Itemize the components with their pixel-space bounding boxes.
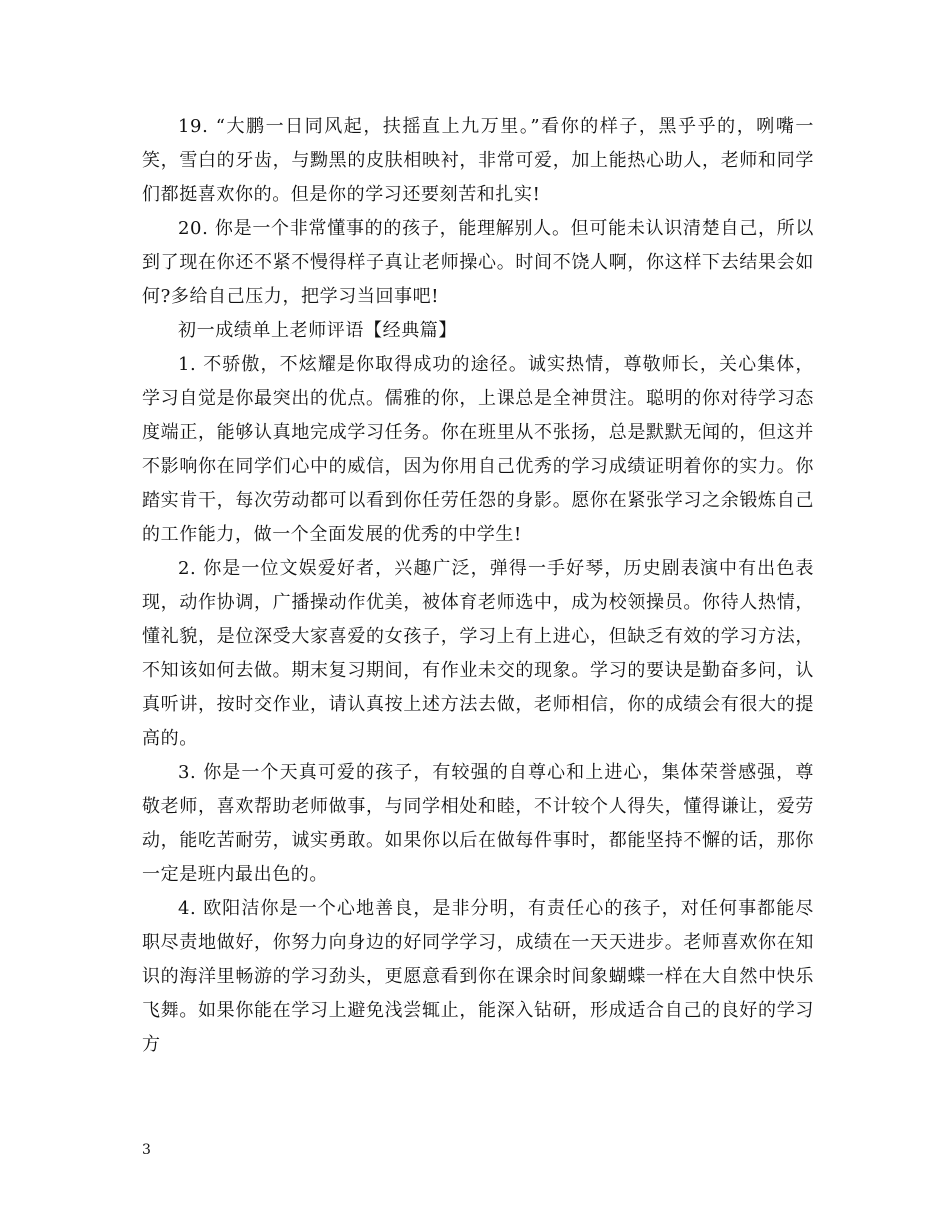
comment-paragraph-2: 2. 你是一位文娱爱好者，兴趣广泛，弹得一手好琴，历史剧表演中有出色表现，动作协调，广播操动作优美，被体育老师选中，成为校领操员。你待人热情，懂礼貌，是位深受大家喜爱的女孩子，学习上有上进心，但缺乏有效的学习方法，不知该如何去做。期末复习期间，有作业未交的现象。学习的要诀是勤奋多问，认真听讲，按时交作业，请认真按上述方法去做，老师相信，你的成绩会有很大的提高的。 <box>142 558 814 749</box>
comment-paragraph-1: 1. 不骄傲，不炫耀是你取得成功的途径。诚实热情，尊敬师长，关心集体，学习自觉是你最突出的优点。儒雅的你，上课总是全神贯注。聪明的你对待学习态度端正，能够认真地完成学习任务。你在班里从不张扬，总是默默无闻的，但这并不影响你在同学们心中的威信，因为你用自己优秀的学习成绩证明着你的实力。你踏实肯干，每次劳动都可以看到你任劳任怨的身影。愿你在紧张学习之余锻炼自己的工作能力，做一个全面发展的优秀的中学生! <box>142 354 814 545</box>
section-heading: 初一成绩单上老师评语【经典篇】 <box>178 320 457 341</box>
comment-paragraph-3: 3. 你是一个天真可爱的孩子，有较强的自尊心和上进心，集体荣誉感强，尊敬老师，喜欢帮助老师做事，与同学相处和睦，不计较个人得失，懂得谦让，爱劳动，能吃苦耐劳，诚实勇敢。如果你以后在做每件事时，都能坚持不懈的话，那你一定是班内最出色的。 <box>142 762 814 885</box>
comment-paragraph-4: 4. 欧阳洁你是一个心地善良，是非分明，有责任心的孩子，对任何事都能尽职尽责地做好，你努力向身边的好同学学习，成绩在一天天进步。老师喜欢你在知识的海洋里畅游的学习劲头，更愿意看到你在课余时间象蝴蝶一样在大自然中快乐飞舞。如果你能在学习上避免浅尝辄止，能深入钻研，形成适合自己的良好的学习方 <box>142 898 814 1055</box>
comment-paragraph-19: 19. “大鹏一日同风起，扶摇直上九万里。”看你的样子，黑乎乎的，咧嘴一笑，雪白的牙齿，与黝黑的皮肤相映衬，非常可爱，加上能热心助人，老师和同学们都挺喜欢你的。但是你的学习还要刻苦和扎实! <box>142 116 814 205</box>
comment-paragraph-20: 20. 你是一个非常懂事的的孩子，能理解别人。但可能未认识清楚自己，所以到了现在你还不紧不慢得样子真让老师操心。时间不饶人啊，你这样下去结果会如何?多给自己压力，把学习当回事吧! <box>142 218 814 307</box>
page-number: 3 <box>142 1142 151 1158</box>
document-body <box>142 110 814 1062</box>
